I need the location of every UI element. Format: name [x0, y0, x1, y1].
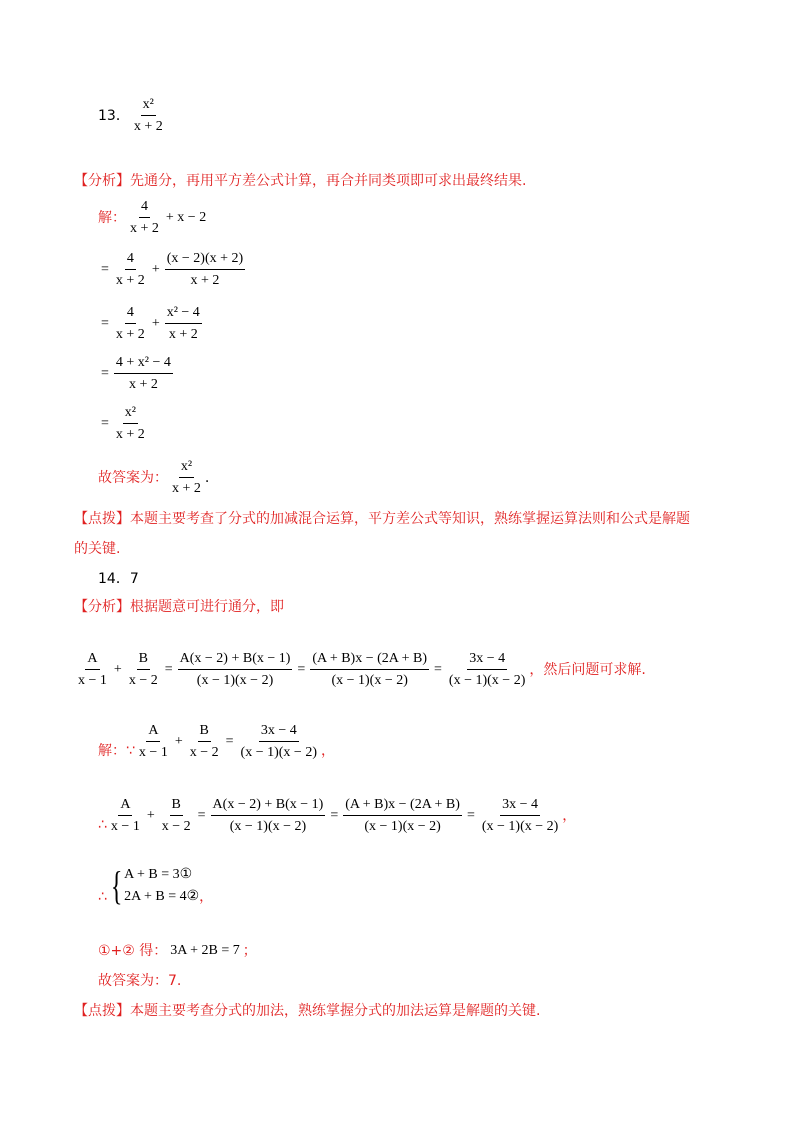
q13-step1-num: 4	[139, 198, 150, 218]
q14-eq3-c-num: A(x − 2) + B(x − 1)	[211, 796, 326, 816]
q14-eq2-c-num: 3x − 4	[259, 722, 299, 742]
q14-eq2-frac-a	[137, 722, 170, 761]
q14-combine-eq: 3A + 2B = 7	[170, 943, 240, 958]
q13-answer-num: x²	[141, 96, 156, 116]
q13-step1-fraction	[128, 198, 161, 237]
q14-note-text: 本题主要考查分式的加法，熟练掌握分式的加法运算是解题的关键.	[130, 1003, 541, 1019]
q13-step3-b-num: x² − 4	[165, 304, 202, 324]
q13-step1	[98, 198, 209, 237]
q14-eq2-a-den: x − 1	[138, 745, 168, 760]
q14-system-tail: ，	[199, 889, 214, 905]
q14-eq3: ∴ $\frac{A}{x - 1}$ + $\frac{B}{x - 2}$ = $\frac{A(x - 2) + B(x - 1)}{(x - 1)(x - 2)}$ = $\frac{(A + B)x - (2A + B)}{(x - 1)(x - 2)}$ = $\frac{3x - 4}{(x - 1)(x - 2)}$ ，	[98, 797, 577, 834]
q13-step5-num: x²	[123, 404, 138, 424]
q14-eq2-b-den: x − 2	[189, 745, 219, 760]
left-brace-icon: {	[110, 863, 123, 908]
q13-final-period: .	[204, 469, 210, 486]
q14-eq3-tail: ，	[562, 807, 577, 824]
q14-eq2-b-num: B	[198, 722, 211, 742]
q14-solution-prefix: 解：∵	[98, 742, 135, 759]
q13-step5-fraction	[114, 404, 147, 443]
q14-combine	[98, 942, 257, 960]
q14-eq1-b-num: B	[137, 650, 150, 670]
q13-analysis-text: 先通分，再用平方差公式计算，再合并同类项即可求出最终结果.	[130, 173, 527, 189]
q14-system-therefore: ∴	[98, 889, 107, 905]
q13-step3-a-den: x + 2	[115, 327, 145, 342]
q13-solution-prefix: 解：	[98, 209, 126, 226]
q13-answer-fraction	[132, 96, 165, 135]
q14-eq1-frac-a	[76, 650, 109, 689]
q14-eq1-e-num: 3x − 4	[467, 650, 507, 670]
q13-answer-den: x + 2	[133, 119, 163, 134]
q14-eq2-a-num: A	[146, 722, 160, 742]
q14-eq1-e-den: (x − 1)(x − 2)	[448, 673, 526, 688]
q14-eq1-frac-b	[127, 650, 160, 689]
q14-eq1-b-den: x − 2	[128, 673, 158, 688]
q14-combine-prefix: ①+② 得：	[98, 943, 168, 959]
q13-note-line1	[74, 510, 690, 528]
q14-eq1-a-den: x − 1	[78, 673, 107, 688]
q14-eq3-frac-c	[211, 796, 326, 835]
q13-note-text-1: 本题主要考查了分式的加减混合运算，平方差公式等知识，熟练掌握运算法则和公式是解题	[130, 511, 690, 527]
q13-step2-a-den: x + 2	[115, 273, 145, 288]
q14-eq1-c-den: (x − 1)(x − 2)	[196, 673, 274, 688]
q13-step3-b-den: x + 2	[168, 327, 198, 342]
q13-analysis-tag: 【分析】	[74, 173, 130, 189]
q13-final-num: x²	[179, 458, 194, 478]
q13-final-prefix: 故答案为：	[98, 469, 168, 486]
q14-system	[98, 864, 213, 908]
q13-analysis	[74, 172, 526, 190]
q13-step2-frac-a	[114, 250, 147, 289]
q13-final-den: x + 2	[172, 481, 201, 496]
q13-step2: = $\frac{4}{x + 2}$ + $\frac{(x - 2)(x + 2)}{x + 2}$	[101, 251, 244, 288]
q14-eq1-frac-e	[447, 650, 527, 689]
q14-eq3-frac-a	[109, 796, 142, 835]
q14-therefore: ∴	[98, 816, 107, 833]
q14-eq1: $\frac{A}{x - 1}$ + $\frac{B}{x - 2}$ = $\frac{A(x - 2) + B(x - 1)}{(x - 1)(x - 2)}$ = $\frac{(A + B)x - (2A + B)}{(x - 1)(x - 2)}$ = $\frac{3x - 4}{(x - 1)(x - 2)}$ ，然后问题可求解.	[78, 651, 646, 688]
q14-eq3-c-den: (x − 1)(x − 2)	[229, 819, 307, 834]
q14-eq2-tail: ，	[321, 742, 335, 759]
q13-step5: = $\frac{\text{x²}}{x + 2}$	[101, 405, 145, 442]
q13-step1-den: x + 2	[130, 221, 159, 236]
q13-final	[98, 458, 209, 497]
q13-step2-b-num: (x − 2)(x + 2)	[165, 250, 245, 270]
q13-step4: = $\frac{\text{4 + x² − 4}}{x + 2}$	[101, 355, 171, 392]
q14-eq3-e-den: (x − 1)(x − 2)	[481, 819, 559, 834]
q14-note-tag: 【点拨】	[74, 1003, 130, 1019]
q13-step3-frac-b	[165, 304, 202, 343]
q14-eq2: 解：∵ $\frac{A}{x - 1}$ + $\frac{B}{x - 2}$ = $\frac{3x - 4}{(x - 1)(x - 2)}$ ，	[98, 723, 335, 760]
q14-eq1-d-den: (x − 1)(x − 2)	[331, 673, 408, 688]
q14-system-lines	[124, 864, 199, 908]
q14-eq2-c-den: (x − 1)(x − 2)	[240, 745, 317, 760]
q13-step3-frac-a	[114, 304, 147, 343]
q13-step3: = $\frac{4}{x + 2}$ + $\frac{\text{x² − 4}}{x + 2}$	[101, 305, 200, 342]
q13-step4-den: x + 2	[128, 377, 158, 392]
q14-eq3-d-num: (A + B)x − (2A + B)	[343, 796, 462, 816]
q14-eq1-a-num: A	[85, 650, 99, 670]
q14-eq3-d-den: (x − 1)(x − 2)	[364, 819, 441, 834]
q14-system-line1: A + B = 3①	[124, 867, 193, 882]
q14-analysis-text: 根据题意可进行通分，即	[130, 599, 284, 615]
q13-step4-fraction	[114, 354, 173, 393]
q13-step4-num: 4 + x² − 4	[114, 354, 173, 374]
q14-eq3-frac-d	[343, 796, 462, 835]
q13-note-line2: 的关键.	[74, 541, 121, 557]
q14-eq3-b-num: B	[170, 796, 183, 816]
q14-eq3-e-num: 3x − 4	[500, 796, 540, 816]
q14-eq3-frac-e	[480, 796, 560, 835]
q14-note	[74, 1002, 540, 1020]
q14-eq2-frac-c	[239, 722, 319, 761]
q14-eq2-frac-b	[188, 722, 221, 761]
q14-eq3-b-den: x − 2	[161, 819, 191, 834]
q13-number: 13．	[98, 107, 130, 124]
q13-answer-line	[98, 96, 167, 135]
q14-number: 14．7	[98, 571, 139, 587]
q14-eq1-c-num: A(x − 2) + B(x − 1)	[178, 650, 293, 670]
q14-system-line2: 2A + B = 4②	[124, 889, 200, 904]
q14-eq1-frac-d	[310, 650, 429, 689]
q13-step2-b-den: x + 2	[190, 273, 220, 288]
q14-eq1-tail: ，然后问题可求解.	[529, 661, 646, 678]
q14-analysis-tag: 【分析】	[74, 599, 130, 615]
q13-step2-a-num: 4	[125, 250, 136, 270]
q13-final-fraction	[170, 458, 203, 497]
q14-analysis	[74, 598, 284, 616]
q13-step1-tail: + x − 2	[165, 209, 207, 225]
q13-step3-a-num: 4	[125, 304, 136, 324]
q14-final: 故答案为：7.	[98, 973, 182, 989]
q14-eq1-frac-c	[178, 650, 293, 689]
q13-note-tag: 【点拨】	[74, 511, 130, 527]
q14-eq3-frac-b	[160, 796, 193, 835]
q14-combine-tail: ；	[242, 943, 257, 959]
q13-step5-den: x + 2	[115, 427, 145, 442]
q14-eq1-d-num: (A + B)x − (2A + B)	[310, 650, 429, 670]
q14-eq3-a-num: A	[118, 796, 132, 816]
q14-eq3-a-den: x − 1	[110, 819, 140, 834]
q13-step2-frac-b	[165, 250, 245, 289]
